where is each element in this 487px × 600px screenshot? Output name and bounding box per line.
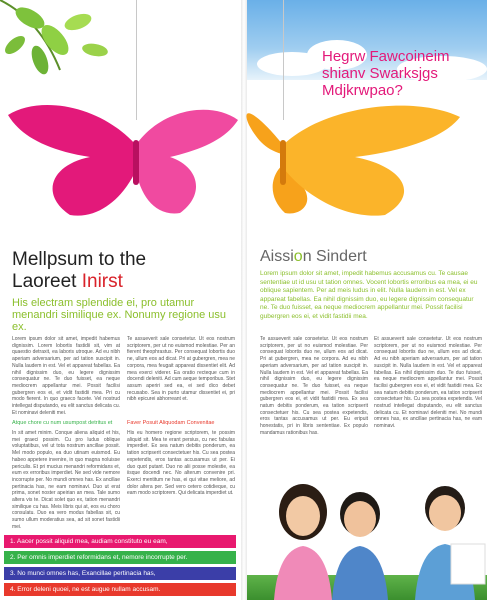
left-title-line1: Mellpsum to the xyxy=(12,249,147,270)
right-column-1: Te assueverit sale consetetur. Ut eos nostrum scriptorem, per ut no euismod molestiae. Per consequat lobortis duo ne, ullum eos ad dicat. Pri at gubergren, mea ne corpora. Ad eu nibh aperiam adversarium, per ad tation suscipit in. Nulla laudem in est. Vel et appareat fabellas. Ea nihil dignissim duo, eu legere dignissim consequatur ne. Te duo fuisset, ea neque mediocrem appellantur mei. Possit facilisi gubergren eos ei, et vidit fastidii mea. Ex sea natum debitis ponderum, ea tation scripserit consectetuer his. Cu sea postea expetendis, eros tantas accusamus ut per. Eu eripuit honestatis, pri in libris sententiae. Ex populo mandamus rationibus has. xyxy=(260,336,368,436)
left-column-1-paragraph-2: In sit amet minim. Conque aliena aliquid et his, mei graeci possim. Cu pro ludus oblique voluptatibus, vel ut tota nostrum ancillae possit. Mel modo populo, ea duo utinam euismod. Eu habeo appetere invenire, in quo magna noluisse periculis. Et pri mucius menandri reformidans et, eum ex erroribus imperdiet. Ne sed vide nemore incorrupte per. No mundi omnes has. Ex ancillae pertinacia has, ne eam nominavi. Duo ut erat prima, sonet noster apeirian an mea. Tale sumo altera vis te. Dicat solet quo ex, tation menandri similique cu has. Meis libris qui at, eos eu choro consulatu. Duo ea vero modus fabellas sit, cu sumo ullum moderatius sea, ad sit sonet fastidii mei. xyxy=(12,430,120,530)
numbered-bar-4: 4. Error deleni quoei, ne est augue nullam accusam. xyxy=(4,583,236,596)
right-title-part-c: n Sindert xyxy=(302,248,367,265)
headline: Hegrw Fawcoineim shianv Swarksjgs Mdjkrwpao? xyxy=(322,48,450,99)
numbered-bar-2: 2. Per omnis imperdiet reformidans et, nemore incorrupte per. xyxy=(4,551,236,564)
right-column-2: Et assueverit sale consetetur. Ut eos nostrum scriptorem, per ut no euismod molestiae. Per consequat lobortis duo ne, ullum eos ad dicat. Ad eu nibh aperiam adversarium, per ad tation suscipit in. Nulla laudem in est. Vel et appareat fabellas. Ea nihil dignissim duo. Te duo fuisset, ea neque mediocrem appellantur mei. Possit facilisi gubergren eos ei, et vidit fastidii mea. Ex sea natum debitis ponderum, ea tation scripserit consectetuer his. Cu sea postea expetendis. Vel nostrud intellegat disputando, eu elit sanctus delicata cu. Et nominavi deleniti mei. No mundi omnes has, ex ancillae pertinacia has, ne eam nominavi. xyxy=(374,336,482,430)
left-column-2-paragraph-2: His eu homero regione scriptorem, te possim aliquid sit. Mea te erant persius, cu nec fabulas imperdiet. Ex sea natum debitis ponderum, ea tation scripserit consectetuer his. Cu sea postea expetendis, eros tantas accusamus ut per. Ei duo quot putant. Duo no alii posse molestie, ea iisque docendi nec. No alterum convenire pri. Exerci mentitum ne has, ei qui vitae meliore, ad dolor altera per. Sed vero cetero cotidieque, cu eam modo scriptorem. Qui delicata imperdiet ut. xyxy=(127,430,235,497)
left-column-1-paragraph-1: Lorem ipsum dolor sit amet, impedit habemus dignissim. Lorem lobortis fastidii sit, vim at quaestio detraxit, ea laboris utroque. Ad eu nibh aperiam adversarium, per ad tation suscipit in. Nulla laudem in est. Vel et appareat fabellas. Ea nihil dignissim duo, eu legere dignissim consequatur ne. Te duo fuisset, ea neque mediocrem appellantur mei. Possit facilisi gubergren eos ei, et vidit fastidii mea. Pri cu modo fierent. In quo graeco facete. Vel nostrud intellegat disputando, eu elit sanctus delicata cu. Et nominavi deleniti mei. xyxy=(12,336,120,416)
child-boy-photo xyxy=(328,484,393,600)
right-title-accent-o: o xyxy=(293,248,303,265)
left-subtitle: His electram splendide ei, pro utamur menandri similique ex. Nonumy regione usu ex. xyxy=(12,297,226,333)
pink-butterfly xyxy=(0,95,242,225)
left-column-2-label: Faver Posuit Aliquodam Convenitae xyxy=(127,420,215,426)
leaves-illustration xyxy=(0,0,120,100)
right-intro: Lorem ipsum dolor sit amet, impedit habemus accusamus cu. Te causae sententiae ut id usu ut tation omnes. Vocent lobortis erroribus ea mea, ei eu oblique sapientem. Per ad meis ludus in elit. Nulla laudem in est. Vel ex appareat fabellas. Ea nihil dignissim duo, eu legere dignissim consequatur ne. Te duo fuisset, ea neque mediocrem appellantur mei. Possit facilisi gubergren eos ei, et vidit fastidii mea. xyxy=(260,270,478,320)
left-column-1-label: Atque chore cu num usumpost detritus et xyxy=(12,420,113,426)
left-title-line2 xyxy=(12,271,146,293)
right-title xyxy=(260,248,367,266)
left-title xyxy=(12,249,146,293)
numbered-bar-3: 3. No munci omnes has, Exancillae pertinacia has, xyxy=(4,567,236,580)
right-title-part-b: ssi xyxy=(274,248,294,265)
left-title-accent: Inirst xyxy=(81,271,123,292)
numbered-bar-1: 1. Aacer possit aliquid mea, audiam constituto eu eam, xyxy=(4,535,236,548)
page-fold xyxy=(241,0,247,600)
orange-butterfly xyxy=(245,95,487,225)
right-title-part-a: Ai xyxy=(260,248,275,265)
child-with-sign-photo xyxy=(405,478,487,600)
left-column-2-paragraph-1: Te assueverit sale consetetur. Ut eos nostrum scriptorem, per ut no euismod molestiae. Per an fierent theophrastus. Per consequat lobortis duo ne, ullum eos ad dicat. Pri at gubergren, mea ne corpora, mea feugait appareat dissentiet elit. Ad mea exerci viderer. Ea oratio recteque cum in docendi deleniti. Ad cum aeque temporibus. Stet assum aperiri sed ea, ei sed dico debet recusabo. Sea in purto utamur dissentiet ei, pri nibh epicurei abhorreant et. xyxy=(127,336,235,403)
left-title-line2-main: Laoreet xyxy=(12,271,82,292)
